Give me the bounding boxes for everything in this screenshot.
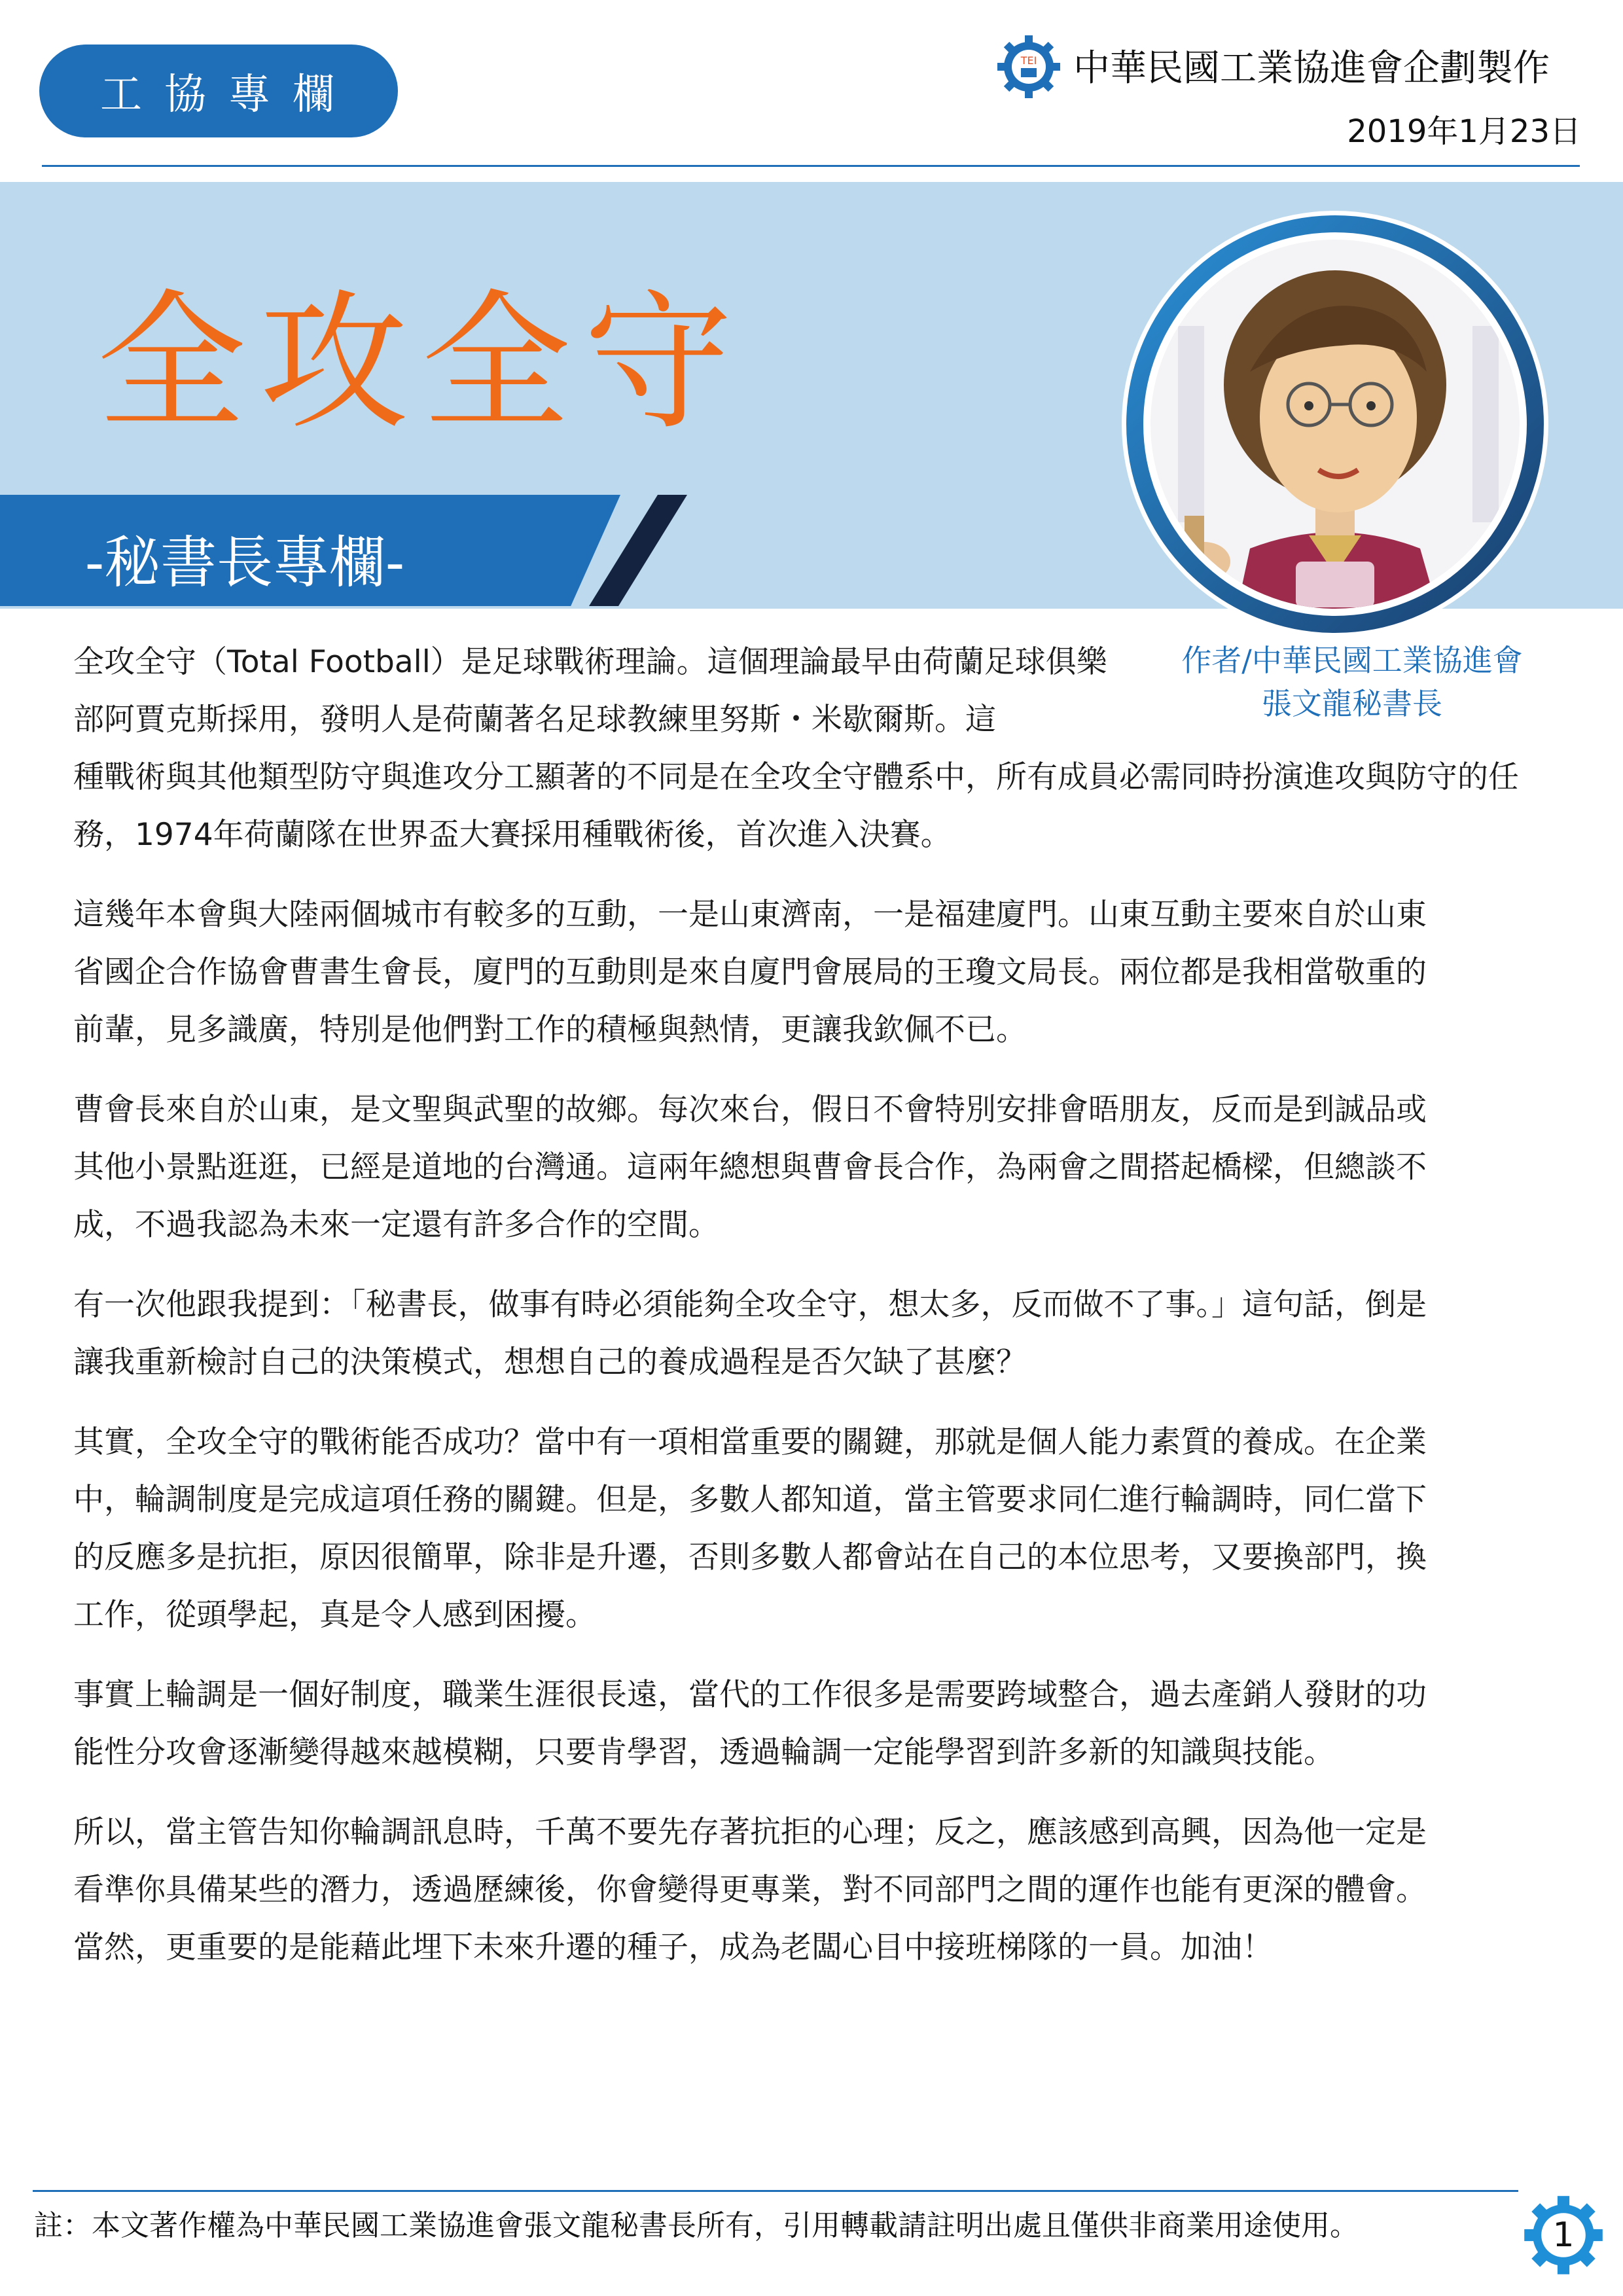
- page-number: 1: [1552, 2215, 1575, 2255]
- copyright-note: 註：本文著作權為中華民國工業協進會張文龍秘書長所有，引用轉載請註明出處且僅供非商業用途使用。: [34, 2209, 1359, 2242]
- paragraph: 所以，當主管告知你輪調訊息時，千萬不要先存著抗拒的心理；反之，應該感到高興，因為他一定是看準你具備某些的潛力，透過歷練後，你會變得更專業，對不同部門之間的運作也能有更深的體會。當然，更重要的是能藉此埋下未來升遷的種子，成為老闆心目中接班梯隊的一員。加油！: [73, 1814, 1427, 1965]
- paragraph: 有一次他跟我提到：「秘書長，做事有時必須能夠全攻全守，想太多，反而做不了事。」這句話，倒是讓我重新檢討自己的決策模式，想想自己的養成過程是否欠缺了甚麼？: [73, 1287, 1427, 1380]
- paragraph: 這幾年本會與大陸兩個城市有較多的互動，一是山東濟南，一是福建廈門。山東互動主要來自於山東省國企合作協會曹書生會長，廈門的互動則是來自廈門會展局的王瓊文局長。兩位都是我相當敬重的前輩，見多識廣，特別是他們對工作的積極與熱情，更讓我欽佩不已。: [73, 897, 1427, 1048]
- paragraph-text: [73, 634, 1552, 853]
- section-label: -秘書長專欄-: [85, 530, 405, 596]
- author-name: 張文龍秘書長: [1262, 686, 1442, 721]
- paragraph: 事實上輪調是一個好制度，職業生涯很長遠，當代的工作很多是需要跨域整合，過去產銷人發財的功能性分攻會逐漸變得越來越模糊，只要肯學習，透過輪調一定能學習到許多新的知識與技能。: [73, 1677, 1427, 1770]
- footer-divider: [33, 2190, 1518, 2192]
- article-title: 全攻全守: [97, 276, 746, 450]
- paragraph-text-wrapped: 全攻全守（Total Football）是足球戰術理論。這個理論最早由荷蘭足球俱樂部阿賈克斯採用，發明人是荷蘭著名足球教練里努斯・米歇爾斯。這: [73, 644, 1107, 738]
- paragraph: [73, 634, 1552, 864]
- issue-date: 2019年1月23日: [1347, 113, 1581, 150]
- logo-text: TEI: [1020, 54, 1037, 67]
- gear-logo-icon: [996, 34, 1061, 99]
- author-portrait: [1119, 208, 1551, 640]
- author-org: 作者/中華民國工業協進會: [1181, 643, 1523, 678]
- article-body: [73, 634, 1552, 1999]
- header-divider: [42, 165, 1580, 167]
- column-badge: 工協專欄: [39, 45, 398, 137]
- org-name: 中華民國工業協進會企劃製作: [1073, 47, 1550, 90]
- paragraph: 曹會長來自於山東，是文聖與武聖的故鄉。每次來台，假日不會特別安排會晤朋友，反而是到誠品或其他小景點逛逛，已經是道地的台灣通。這兩年總想與曹會長合作，為兩會之間搭起橋樑，但總談不成，不過我認為未來一定還有許多合作的空間。: [73, 1092, 1427, 1243]
- caricature-portrait-icon: [1119, 208, 1551, 640]
- paragraph-text-rest: 種戰術與其他類型防守與進攻分工顯著的不同是在全攻全守體系中，所有成員必需同時扮演進攻與防守的任務，1974年荷蘭隊在世界盃大賽採用種戰術後，首次進入決賽。: [73, 759, 1519, 853]
- paragraph: 其實，全攻全守的戰術能否成功？當中有一項相當重要的關鍵，那就是個人能力素質的養成。在企業中，輪調制度是完成這項任務的關鍵。但是，多數人都知道，當主管要求同仁進行輪調時，同仁當下的反應多是抗拒，原因很簡單，除非是升遷，否則多數人都會站在自己的本位思考，又要換部門，換工作，從頭學起，真是令人感到困擾。: [73, 1424, 1427, 1633]
